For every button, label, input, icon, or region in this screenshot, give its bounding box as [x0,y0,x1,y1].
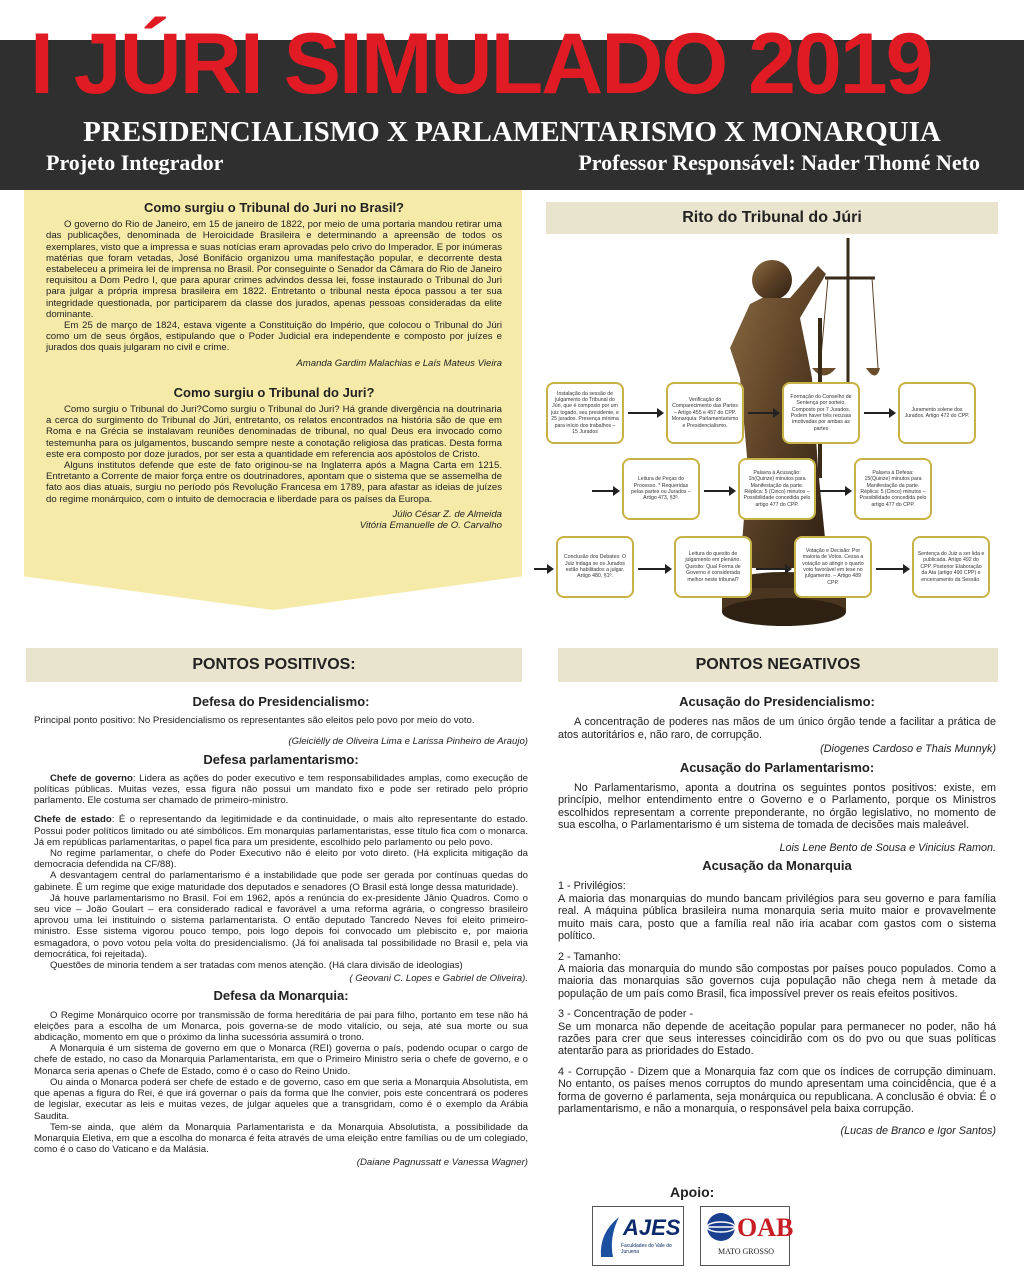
oab-logo [700,1206,794,1266]
privilegios-label: 1 - Privilégios: [558,880,626,893]
rito-arrow [864,412,894,414]
acusacao-presidencialismo-text: A concentração de poderes nas mãos de um único órgão tende a facilitar a prática de atos autoritários e, não raro, de corrupção. [558,716,996,741]
ajes-logo [592,1206,684,1266]
defesa-monarquia-signature: (Daiane Pagnussatt e Vanessa Wagner) [356,1157,528,1169]
ajes-swoosh-icon [597,1213,623,1261]
rito-arrow [876,568,908,570]
apoio-label: Apoio: [670,1184,715,1200]
rito-arrow [748,412,778,414]
privilegios-text: A maioria das monarquias do mundo bancam privilégios para seu governo e para família real. A máquina pública brasileira numa monarquia seria muito maior e provavelmente muito mais cara, posto que a família real não iria acabar com gastos com o sistema político. [558,892,996,943]
defesa-presidencialismo-signature: (Gleiciélly de Oliveira Lima e Larissa Pinheiro de Araujo) [288,736,528,748]
history-section2-signature-2: Vitória Emanuelle de O. Carvalho [359,520,502,532]
rito-step-10: Votação e Decisão: Por maioria de Votos. Cessa a votação ao atingir o quarto voto favorável em tese no julgamento. – Artigo 489 CPP. [794,536,872,598]
history-section1-signature: Amanda Gardim Malachias e Laís Mateus Vieira [296,357,502,369]
defesa-presidencialismo-title: Defesa do Presidencialismo: [192,694,370,709]
history-panel [24,190,522,610]
history-content [46,200,502,531]
chefe-governo-paragraph: Chefe de governo: Lidera as ações do poder executivo e tem responsabilidades amplas, como execução de políticas públicas. Muitas vezes, essa figura não possui um mandato fixo e pode ser retirado pelo próprio parlamento. Ele costuma ser chamado de primeiro-ministro. [34,772,528,807]
rito-arrow [638,568,670,570]
rito-arrow [534,568,552,570]
page-title: I JÚRI SIMULADO 2019 [30,16,932,112]
concentracao-label: 3 - Concentração de poder - [558,1008,694,1021]
parlamentarismo-paragraph-4: A desvantagem central do parlamentarismo é a instabilidade que pode ser gerada por contínuas quedas do gabinete. É um regime que exige maturidade dos deputados e senadores (O Brasil está longe dessa maturidade). [34,870,528,893]
rito-arrow [756,568,790,570]
rito-arrow [592,490,618,492]
tamanho-label: 2 - Tamanho: [558,950,621,963]
acusacao-monarquia-signature: (Lucas de Branco e Igor Santos) [840,1125,996,1138]
rito-step-1: Instalação da sessão de julgamento do Tribunal do Júri, que é composto por um juiz togado, seu presidente, e 25 jurados. Presença mínima para início dos trabalhos – 15 Jurados [546,382,624,444]
header-banner [0,0,1024,190]
acusacao-presidencialismo-title: Acusação do Presidencialismo: [679,694,875,709]
parlamentarismo-paragraph-6: Questões de minoria tendem a ser tratadas com menos atenção. (Há clara divisão de ideologias) [50,960,463,972]
rito-arrow [704,490,734,492]
positive-points-column [34,692,528,1175]
monarquia-paragraph-2: A Monarquia é um sistema de governo em que o Monarca (REI) governa o país, podendo ocupar o cargo de chefe de estado, no caso da Monarquia Parlamentarista, em que o Primeiro Ministro seria o chefe de governo, e o Monarca seria apenas o Chefe de Estado, como é o caso do Reino Unido. [34,1043,528,1077]
history-section1-paragraph-2: Em 25 de março de 1824, estava vigente a Constituição do Império, que colocou o Tribunal do Júri como um de seus órgãos, estipulando que o Poder Judicial era independente e composto por juízes e jurados dos quais julgaram no civil e crime. [46,320,502,354]
monarquia-paragraph-3: Ou ainda o Monarca poderá ser chefe de estado e de governo, caso em que seria a Monarquia Absolutista, em que apenas a figura do Rei, é que irá governar o país da forma que lhe convier, pois este concentrará os poderes de legislar, executar as leis e muitas vezes, de julgar aqueles que a transgridam, como é o exemplo da Arábia Saudita. [34,1076,528,1122]
parlamentarismo-paragraph-3: No regime parlamentar, o chefe do Poder Executivo não é eleito por voto direto. (Há explicita mitigação da democracia defendida na CF/88). [34,848,528,871]
ajes-logo-text: AJES [623,1215,681,1240]
rito-step-6: Palavra à Acusação: 1h(Quinze) minutos para Manifestação da parte. Réplica: 5 (Cinco) minutos – Possibilidade concedida pelo artigo 477 do CPP. [738,458,816,520]
professor-label: Professor Responsável: Nader Thomé Neto [578,150,980,175]
defesa-parlamentarismo-signature: ( Geovani C. Lopes e Gabriel de Oliveira). [349,973,528,985]
parlamentarismo-paragraph-5: Já houve parlamentarismo no Brasil. Foi em 1962, após a renúncia do ex-presidente Jânio Quadros. Como o seu vice – João Goulart – era considerado radical e favorável a uma reforma agrária, o congresso brasileiro aprovou uma lei instituindo o sistema parlamentarista. O então deputado Tancredo Neves foi eleito primeiro-ministro. Esse sistema vigorou pouco tempo, pois logo depois foi convocado um plebiscito e, por maioria esmagadora, o povo votou pela volta do presidencialismo. (Já foi analisada tal possibilidade no Brasil e, pela via democrática, foi rejeitada). [34,892,528,960]
acusacao-parlamentarismo-signature: Lois Lene Bento de Sousa e Vinicius Ramon. [779,841,996,854]
project-label: Projeto Integrador [46,150,224,175]
chefe-estado-paragraph: Chefe de estado: É o representando da legitimidade e da continuidade, o mais alto representante do estado. Possui poder políticos limitado ou até simbólicos. Em monarquias parlamentaristas, esse título fica com o monarca. Já em repúblicas parlamentaritas, o papel fica para um presidente, escolhido pelo parlamento ou pelo povo. [34,814,528,848]
defesa-presidencialismo-text: Principal ponto positivo: No Presidencialismo os representantes são eleitos pelo povo por meio do voto. [34,715,475,727]
negative-points-column [558,692,996,1144]
acusacao-parlamentarismo-title: Acusação do Parlamentarismo: [679,759,875,775]
rito-step-3: Formação do Conselho de Sentença por sorteio. Composto por 7 Jurados. Podem haver três recusas imotivadas por ambas as partes [782,382,860,444]
acusacao-monarquia-title: Acusação da Monarquia [702,858,852,874]
positive-points-header: PONTOS POSITIVOS: [26,648,522,682]
rito-arrow [628,412,662,414]
acusacao-parlamentarismo-text: No Parlamentarismo, aponta a doutrina os seguintes pontos positivos: existe, em princípio, melhor entendimento entre o Governo e o Parlamento, porque os Ministros escolhidos representam a corrente preponderante, no órgão legislativo, no momento de sua escolha, o Parlamentarismo é um sistema de tomada de decisões mais maleável. [558,782,996,832]
rito-step-8: Conclusão dos Debates: O Juiz indaga se os Jurados estão habilitados a julgar. Artigo 480, §1º. [556,536,634,598]
rito-title: Rito do Tribunal do Júri [546,202,998,234]
tamanho-text: A maioria das monarquia do mundo são compostas por países pouco populados. Como a maioria das monarquias são governos cuja população não chega nem à metade da população de um país como Brasil, fica impossível prever os reais efeitos positivos. [558,962,996,1000]
rito-step-5: Leitura de Peças do Processo. * Requeridas pelas partes ou Jurados – Artigo 473, §3º. [622,458,700,520]
history-section1-title: Como surgiu o Tribunal do Juri no Brasil? [143,200,404,215]
rito-step-9: Leitura do quesito de julgamento em plenário. Quesito: Qual Forma de Governo é considerada melhor neste tribunal? [674,536,752,598]
history-section1-paragraph-1: O governo do Rio de Janeiro, em 15 de janeiro de 1822, por meio de uma portaria mandou retirar uma das publicações, denominada de Heroicidade Brasileira e determinando a apreensão de todos os exemplares, visto que a impressa e suas notícias eram aprovadas pelo crivo do Imperador. E por inúmeras matérias que foram vetadas, José Bonifácio organizou uma manifestação popular, e decorrente desta estabeleceu a primeira lei de imprensa no Brasil. Por conseguinte o Senador da Câmara do Rio de Janeiro requisitou a Dom Pedro I, que para apurar crimes advindos dessa lei, fosse instaurado o Tribunal do Juri para julgar a própria impresa brasileira em 1822. Entretanto o tribunal nesta época passou a ter sua integridade questionada, por participarem da classe dos jurados, apenas pessoas consideradas da elite dominante. [46,219,502,320]
defesa-monarquia-title: Defesa da Monarquia: [213,988,349,1004]
history-section2-title: Como surgiu o Tribunal do Juri? [173,384,375,400]
page-subtitle: PRESIDENCIALISMO X PARLAMENTARISMO X MONARQUIA [83,116,941,148]
rito-arrow [820,490,850,492]
oab-globe-icon [705,1211,737,1243]
oab-logo-subtext: MATO GROSSO [717,1247,775,1256]
monarquia-paragraph-4: Tem-se ainda, que além da Monarquia Parlamentarista e da Monarquia Absolutista, a possibilidade da Monarquia Eletiva, em que a escolha do monarca é feita através de uma eleição entre famílias ou de um colegiado, como é o caso do Vaticano e da Malásia. [34,1121,528,1156]
concentracao-text: Se um monarca não depende de aceitação popular para permanecer no poder, não há razões para crer que seus interesses coincidirão com os do pvo ou que suas políticas atentarão para as prioridades do Estado. [558,1020,996,1058]
rito-step-7: Palavra à Defesa: 15(Quinze) minutos para Manifestação da parte. Réplica: 5 (Cinco) minutos – Possibilidade concedida pelo artigo 477 do CPP. [854,458,932,520]
monarquia-paragraph-1: O Regime Monárquico ocorre por transmissão de forma hereditária de pai para filho, portanto em tese não há eleições para a escolha de um Monarca, pois governa-se de modo vitalício, ou seja, até sua morte ou sua abdicação, momento em que o próximo da linha sucessória assumirá o trono. [34,1009,528,1044]
acusacao-presidencialismo-signature: (Diogenes Cardoso e Thais Munnyk) [820,743,996,756]
history-section2-signature-1: Júlio César Z. de Almeida [392,508,502,520]
corrupcao-text: 4 - Corrupção - Dizem que a Monarquia faz com que os índices de corrupção diminuam. No entanto, os países menos corruptos do mundo apresentam uma coincidência, que é a forma de governo é parlamenta, seja monárquica ou republicana. A conclusão é obvia: É o parlamentarismo, e não a monarquia, o responsável pela baixa corrupção. [558,1065,996,1115]
rito-step-2: Verificação do Comparecimento das Partes – Artigo 455 e 457 do CPP. Monarquia: Parlamentarismo e Presidencialismo. [666,382,744,444]
negative-points-header: PONTOS NEGATIVOS [558,648,998,682]
rito-step-4: Juramento solene dos Jurados. Artigo 472 do CPP. [898,382,976,444]
ajes-logo-subtext: Faculdades do Vale do Juruena [621,1243,672,1255]
defesa-parlamentarismo-title: Defesa parlamentarismo: [203,751,359,767]
oab-logo-text: OAB [737,1213,794,1242]
history-section2-paragraph-1: Como surgiu o Tribunal do Juri?Como surgiu o Tribunal do Juri? Há grande divergência na doutrinaria a cerca do surgimento do Tribunal do Júri, entretanto, os relatos encontrados na história são de que em Roma e na Grécia se instalavam reuniões denominadas de tribunal, no qual Deus era invocado como testemunha para os julgamentos, buscando sempre neste a conotação religiosa das praticas. Desta forma este era composto por doze jurados, por ser esta a quantidade em referencia aos apóstolos de Cristo. [46,404,502,460]
history-section2-paragraph-2: Alguns institutos defende que este de fato originou-se na Inglaterra após a Magna Carta em 1215. Entretanto a Corrente de maior força entre os doutrinadores, apontam que o sistema que se assemelha de fato aos dias atuais, surgiu no período pós Revolução Francesa em 1789, para afastar as ideias de juízes do regime monárquico, com o intuito de democracia e liberdade para os países da Europa. [46,460,502,505]
rito-step-11: Sentença do Juiz a ser lida e publicada. Artigo 492 do CPP. Posterior Elaboração da Ata (artigo 490 CPP) e encerramento da Sessão. [912,536,990,598]
